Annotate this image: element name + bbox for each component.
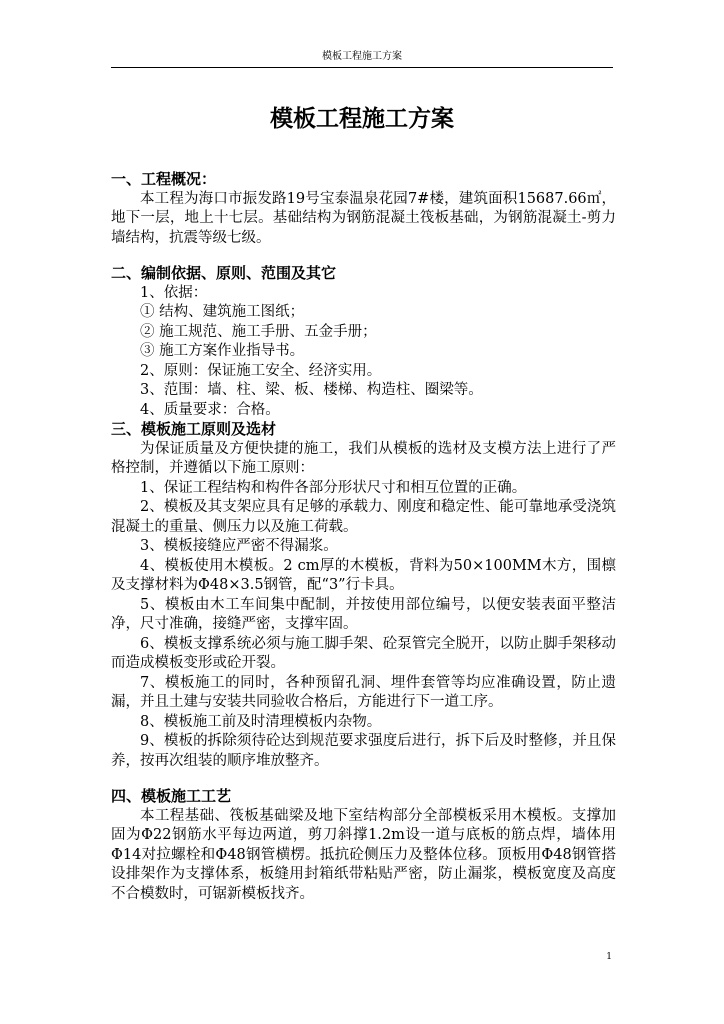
document-title: 模板工程施工方案 <box>270 106 454 132</box>
paragraph: 3、模板接缝应严密不得漏浆。 <box>140 538 338 554</box>
section-heading-basis: 二、编制依据、原则、范围及其它 <box>111 264 337 282</box>
paragraph: 2、模板及其支架应具有足够的承载力、刚度和稳定性、能可靠地承受浇筑混凝土的重量、侧压力以及施工荷载。 <box>111 499 616 535</box>
paragraph: 5、模板由木工车间集中配制，并按使用部位编号，以便安装表面平整洁净，尺寸准确，接缝严密，支撑牢固。 <box>111 596 616 632</box>
paragraph: 本工程基础、筏板基础梁及地下室结构部分全部模板采用木模板。支撑加固为Φ22钢筋水平每边两道，剪刀斜撑1.2m设一道与底板的筋点焊，墙体用Φ14对拉螺栓和Φ48钢管横楞。抵抗砼侧压力及整体位移。顶板用Φ48钢管搭设排架作为支撑体系，板缝用封箱纸带粘贴严密，防止漏浆，模板宽度及高度不合模数时，可锯新模板找齐。 <box>111 807 616 902</box>
list-item: ② 施工规范、施工手册、五金手册； <box>140 323 377 340</box>
paragraph: 为保证质量及方便快捷的施工，我们从模板的选材及支模方法上进行了严格控制，并遵循以下施工原则： <box>111 440 616 476</box>
list-item: ① 结构、建筑施工图纸； <box>140 304 305 320</box>
section-heading-overview: 一、工程概况： <box>111 170 217 188</box>
paragraph: 7、模板施工的同时，各种预留孔洞、埋件套管等均应准确设置，防止遗漏，并且土建与安装共同验收合格后，方能进行下一道工序。 <box>111 674 616 710</box>
list-item: ③ 施工方案作业指导书。 <box>140 343 305 359</box>
section-heading-principles: 三、模板施工原则及选材 <box>111 420 277 438</box>
list-item: 3、范围：墙、柱、梁、板、楼梯、构造柱、圈梁等。 <box>140 382 483 398</box>
section-heading-process: 四、模板施工工艺 <box>111 787 232 805</box>
list-item: 4、质量要求：合格。 <box>140 401 280 418</box>
paragraph: 6、模板支撑系统必须与施工脚手架、砼泵管完全脱开，以防止脚手架移动而造成模板变形或砼开裂。 <box>111 635 616 671</box>
document-body <box>111 170 616 904</box>
paragraph: 4、模板使用木模板。2 cm厚的木模板，背料为50×100MM木方，围檩及支撑材料为Φ48×3.5钢管，配“3”行卡具。 <box>111 557 616 593</box>
spacer <box>111 248 616 264</box>
paragraph: 本工程为海口市振发路19号宝泰温泉花园7#楼，建筑面积15687.66㎡，地下一层，地上十七层。基础结构为钢筋混凝土筏板基础，为钢筋混凝土-剪力墙结构，抗震等级七级。 <box>111 190 616 246</box>
page-header: 模板工程施工方案 <box>111 50 613 68</box>
paragraph: 8、模板施工前及时清理模板内杂物。 <box>140 713 382 730</box>
list-item: 2、原则：保证施工安全、经济实用。 <box>140 362 382 379</box>
paragraph: 9、模板的拆除须待砼达到规范要求强度后进行，拆下后及时整修，并且保养，按再次组装的顺序堆放整齐。 <box>111 733 616 769</box>
list-item: 1、依据： <box>140 284 208 301</box>
spacer <box>111 771 616 787</box>
page-number: 1 <box>606 952 612 962</box>
paragraph: 1、保证工程结构和构件各部分形状尺寸和相互位置的正确。 <box>140 479 527 496</box>
